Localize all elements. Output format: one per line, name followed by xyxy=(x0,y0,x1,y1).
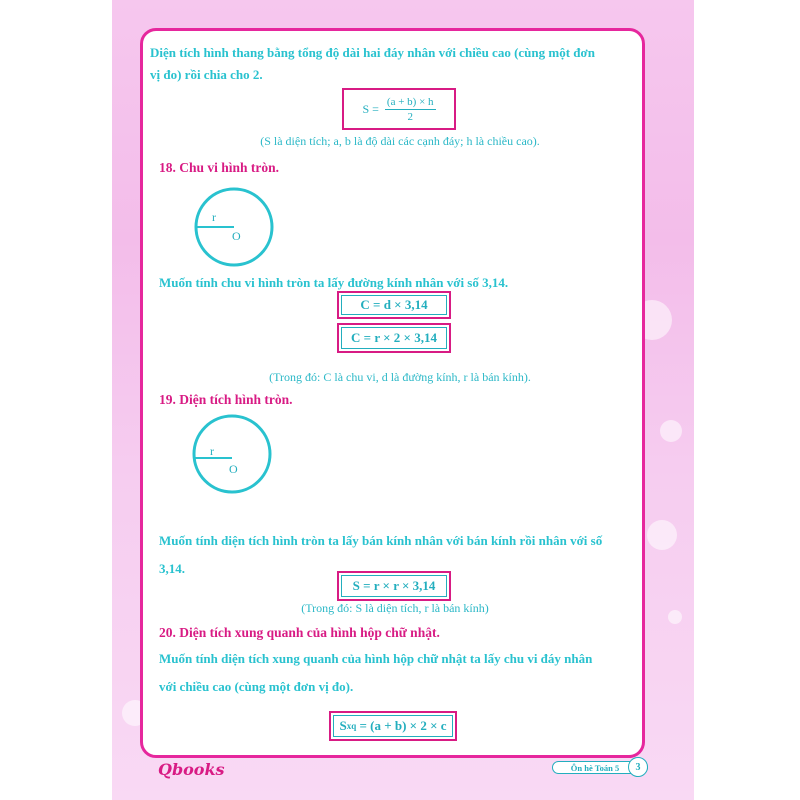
circumference-text: Muốn tính chu vi hình tròn ta lấy đường kính nhân với số 3,14. xyxy=(159,275,509,290)
formula-numerator: (a + b) × h xyxy=(386,95,434,108)
decor-bubble xyxy=(660,420,682,442)
box-lateral-text-line1: Muốn tính diện tích xung quanh của hình hộp chữ nhật ta lấy chu vi đáy nhân xyxy=(159,651,593,666)
radius-label-area: r xyxy=(210,444,214,458)
circumference-formula-d: C = d × 3,14 xyxy=(337,291,451,319)
formula-rest: = (a + b) × 2 × c xyxy=(356,718,447,733)
publisher-logo: Qbooks xyxy=(158,760,225,779)
circle-diagram-area xyxy=(188,414,278,494)
circle-area-formula: S = r × r × 3,14 xyxy=(337,571,451,601)
center-label-area: O xyxy=(229,462,238,476)
formula-denominator: 2 xyxy=(407,110,413,123)
circle-area-text-line1: Muốn tính diện tích hình tròn ta lấy bán kính nhân với bán kính rồi nhân với số xyxy=(159,533,603,548)
circumference-formula-r: C = r × 2 × 3,14 xyxy=(337,323,451,353)
trapezoid-text-line2: vị đo) rồi chia cho 2. xyxy=(150,67,263,82)
trapezoid-text xyxy=(150,42,640,86)
section-18-heading: 18. Chu vi hình tròn. xyxy=(159,160,280,175)
trapezoid-text-line1: Diện tích hình thang bằng tổng độ dài hai đáy nhân với chiều cao (cùng một đơn xyxy=(150,45,595,60)
center-label: O xyxy=(232,229,241,243)
trapezoid-formula-box xyxy=(342,88,456,130)
formula-fraction xyxy=(385,96,436,123)
box-lateral-text-line2: với chiều cao (cùng một đơn vị đo). xyxy=(159,679,354,694)
section-19-heading: 19. Diện tích hình tròn. xyxy=(159,392,293,407)
formula-lhs: S = xyxy=(362,101,379,116)
circle-area-text-line2: 3,14. xyxy=(159,561,185,576)
section-20-heading: 20. Diện tích xung quanh của hình hộp chữ nhật. xyxy=(159,625,440,640)
formula-subscript: xq xyxy=(346,721,357,731)
trapezoid-note: (S là diện tích; a, b là độ dài các cạnh đáy; h là chiều cao). xyxy=(260,134,540,148)
formula-s: S xyxy=(339,718,347,733)
circumference-note: (Trong đó: C là chu vi, d là đường kính, r là bán kính). xyxy=(269,370,531,384)
decor-bubble xyxy=(647,520,677,550)
circle-outline-area xyxy=(194,416,270,492)
page-number: 3 xyxy=(628,757,648,777)
circle-area-note: (Trong đó: S là diện tích, r là bán kính) xyxy=(301,601,489,615)
radius-label: r xyxy=(212,210,216,224)
decor-bubble xyxy=(668,610,682,624)
box-lateral-formula xyxy=(329,711,457,741)
circle-diagram xyxy=(190,187,280,267)
box-lateral-text xyxy=(159,648,639,698)
book-title-badge: Ôn hè Toán 5 xyxy=(552,761,648,774)
